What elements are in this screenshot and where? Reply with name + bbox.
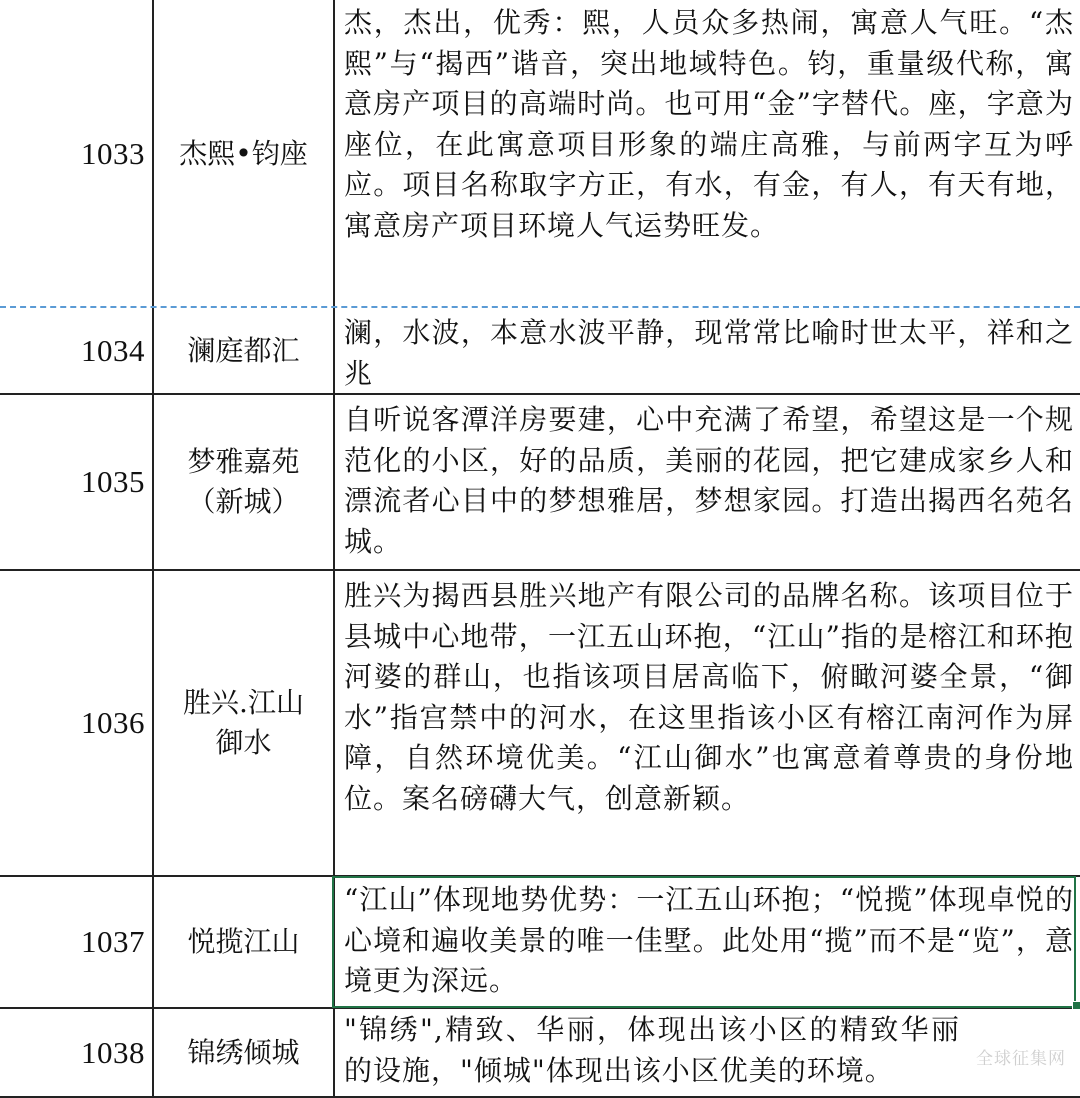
- row-id-cell[interactable]: 1036: [81, 705, 145, 740]
- description-cell[interactable]: "锦绣",精致、华丽，体现出该小区的精致华丽的设施，"倾城"体现出该小区优美的环境。: [344, 1013, 960, 1087]
- page-break-line: [0, 306, 1080, 308]
- watermark: 全球征集网: [976, 1049, 1066, 1069]
- description-cell[interactable]: 澜，水波，本意水波平静，现常常比喻时世太平，祥和之兆: [344, 316, 1074, 390]
- column-border: [152, 0, 154, 1098]
- row-border: [0, 393, 1080, 395]
- row-id-cell[interactable]: 1037: [81, 924, 145, 959]
- row-id-cell[interactable]: 1035: [81, 464, 145, 499]
- project-name-cell[interactable]: 锦绣倾城: [187, 1036, 300, 1069]
- description-cell[interactable]: 自听说客潭洋房要建，心中充满了希望，希望这是一个规范化的小区，好的品质，美丽的花园，把它建成家乡人和漂流者心目中的梦想雅居，梦想家园。打造出揭西名苑名城。: [344, 403, 1074, 558]
- description-cell[interactable]: 杰，杰出，优秀：熙，人员众多热闹，寓意人气旺。“杰熙”与“揭西”谐音，突出地域特色。钧，重量级代称，寓意房产项目的高端时尚。也可用“金”字替代。座，字意为座位，在此寓意项目形象的端庄高雅，与前两字互为呼应。项目名称取字方正，有水，有金，有人，有天有地，寓意房产项目环境人气运势旺发。: [344, 6, 1074, 242]
- description-cell[interactable]: “江山”体现地势优势：一江五山环抱；“悦揽”体现卓悦的心境和遍收美景的唯一佳墅。此处用“揽”而不是“览”，意境更为深远。: [344, 883, 1074, 997]
- table-row: [0, 307, 1080, 394]
- table-row: [0, 0, 1080, 307]
- cell-selection-outline: [332, 876, 1076, 1008]
- project-name-cell[interactable]: 胜兴.江山御水: [183, 686, 304, 759]
- project-name-cell[interactable]: 杰熙•钧座: [179, 136, 308, 170]
- row-id-cell[interactable]: 1034: [81, 332, 145, 368]
- fill-handle[interactable]: [1072, 1001, 1080, 1010]
- project-name-cell[interactable]: 梦雅嘉苑（新城）: [187, 445, 300, 518]
- table-row: [0, 394, 1080, 570]
- row-border: [0, 569, 1080, 571]
- table-row: [0, 570, 1080, 876]
- row-id-cell[interactable]: 1033: [81, 135, 145, 171]
- project-name-cell[interactable]: 澜庭都汇: [187, 333, 300, 367]
- description-cell[interactable]: 胜兴为揭西县胜兴地产有限公司的品牌名称。该项目位于县城中心地带，一江五山环抱，“江山”指的是榕江和环抱河婆的群山，也指该项目居高临下，俯瞰河婆全景，“御水”指宫禁中的河水，在这里指该小区有榕江南河作为屏障，自然环境优美。“江山御水”也寓意着尊贵的身份地位。案名磅礴大气，创意新颖。: [344, 579, 1074, 815]
- project-name-cell[interactable]: 悦揽江山: [187, 925, 300, 958]
- table-row: [0, 1008, 1080, 1098]
- row-id-cell[interactable]: 1038: [81, 1035, 145, 1070]
